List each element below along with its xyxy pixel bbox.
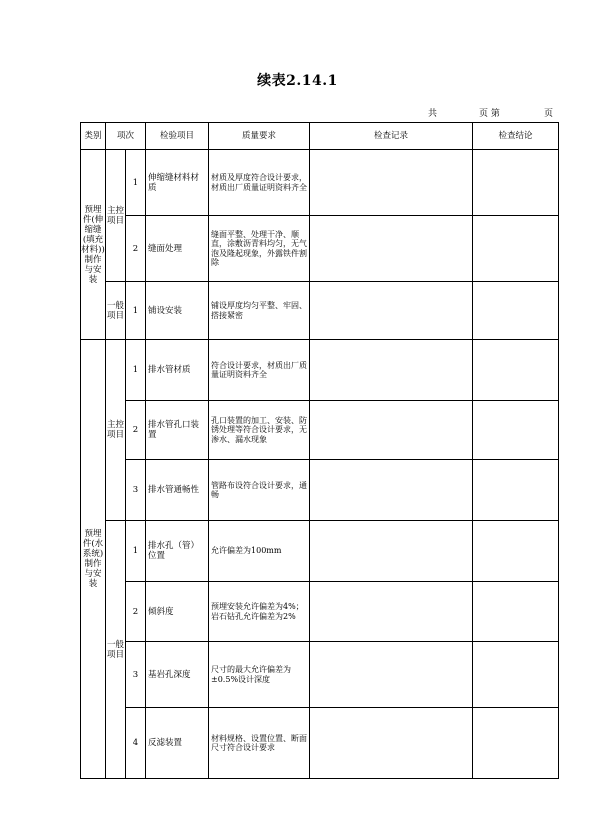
check-item: 倾斜度	[146, 582, 209, 642]
check-record-cell[interactable]	[310, 642, 473, 708]
header-category: 类别	[81, 123, 106, 150]
check-item: 排水孔（管）位置	[146, 521, 209, 582]
check-result-cell[interactable]	[473, 150, 559, 216]
row-number: 2	[126, 582, 146, 642]
header-check-result: 检查结论	[473, 123, 559, 150]
row-number: 3	[126, 460, 146, 521]
quality-req: 铺设厚度均匀平整、牢固、搭接紧密	[209, 282, 310, 340]
check-record-cell[interactable]	[310, 216, 473, 282]
check-item: 基岩孔深度	[146, 642, 209, 708]
check-record-cell[interactable]	[310, 150, 473, 216]
header-check-record: 检查记录	[310, 123, 473, 150]
table-row	[81, 340, 559, 401]
table-row	[81, 282, 559, 340]
page-title: 续表2.14.1	[257, 73, 338, 89]
table-row	[81, 150, 559, 216]
header-row	[81, 123, 559, 150]
item-type-cell: 一般项目	[106, 282, 126, 340]
table-row	[81, 582, 559, 642]
row-number: 1	[126, 282, 146, 340]
quality-req: 材料规格、设置位置、断面尺寸符合设计要求	[209, 708, 310, 779]
row-number: 3	[126, 642, 146, 708]
check-result-cell[interactable]	[473, 582, 559, 642]
quality-req: 符合设计要求，材质出厂质量证明资料齐全	[209, 340, 310, 401]
quality-req: 尺寸的最大允许偏差为±0.5%设计深度	[209, 642, 310, 708]
check-item: 排水管通畅性	[146, 460, 209, 521]
item-type-cell: 一般项目	[106, 521, 126, 779]
quality-req: 材质及厚度符合设计要求，材质出厂质量证明资料齐全	[209, 150, 310, 216]
item-type-cell: 主控项目	[106, 340, 126, 521]
check-item: 伸缩缝材料材质	[146, 150, 209, 216]
header-check-item: 检验项目	[146, 123, 209, 150]
quality-req: 孔口装置的加工、安装、防锈处理等符合设计要求，无渗水、漏水现象	[209, 401, 310, 460]
inspection-table	[80, 122, 559, 779]
check-item: 排水管孔口装置	[146, 401, 209, 460]
page-end-label: 页	[544, 109, 554, 119]
check-result-cell[interactable]	[473, 216, 559, 282]
table-row	[81, 642, 559, 708]
row-number: 1	[126, 521, 146, 582]
check-record-cell[interactable]	[310, 708, 473, 779]
check-result-cell[interactable]	[473, 708, 559, 779]
table-row	[81, 460, 559, 521]
page-number-label: 页 第	[479, 109, 500, 119]
check-result-cell[interactable]	[473, 460, 559, 521]
check-result-cell[interactable]	[473, 521, 559, 582]
row-number: 1	[126, 150, 146, 216]
check-item: 缝面处理	[146, 216, 209, 282]
row-number: 2	[126, 216, 146, 282]
check-record-cell[interactable]	[310, 582, 473, 642]
check-item: 铺设安装	[146, 282, 209, 340]
table-row	[81, 401, 559, 460]
total-pages-label: 共	[428, 109, 438, 119]
row-number: 4	[126, 708, 146, 779]
check-record-cell[interactable]	[310, 401, 473, 460]
item-type-cell: 主控项目	[106, 150, 126, 282]
header-item-type: 项次	[106, 123, 146, 150]
table-row	[81, 216, 559, 282]
category-cell: 预埋件(水系统)制作与安装	[81, 340, 106, 779]
check-result-cell[interactable]	[473, 340, 559, 401]
check-result-cell[interactable]	[473, 642, 559, 708]
quality-req: 允许偏差为100mm	[209, 521, 310, 582]
quality-req: 预埋安装允许偏差为4%；岩石钻孔允许偏差为2%	[209, 582, 310, 642]
row-number: 1	[126, 340, 146, 401]
check-result-cell[interactable]	[473, 282, 559, 340]
category-cell: 预埋件(伸缩缝(填充材料))制作与安装	[81, 150, 106, 340]
check-record-cell[interactable]	[310, 340, 473, 401]
table-row	[81, 708, 559, 779]
header-quality-req: 质量要求	[209, 123, 310, 150]
quality-req: 管路布设符合设计要求，通畅	[209, 460, 310, 521]
check-record-cell[interactable]	[310, 282, 473, 340]
check-record-cell[interactable]	[310, 521, 473, 582]
check-item: 排水管材质	[146, 340, 209, 401]
row-number: 2	[126, 401, 146, 460]
table-row	[81, 521, 559, 582]
check-result-cell[interactable]	[473, 401, 559, 460]
quality-req: 缝面平整、处理干净、顺直，涂敷沥青料均匀，无气泡及隆起现象，外露铁件割除	[209, 216, 310, 282]
check-record-cell[interactable]	[310, 460, 473, 521]
check-item: 反滤装置	[146, 708, 209, 779]
